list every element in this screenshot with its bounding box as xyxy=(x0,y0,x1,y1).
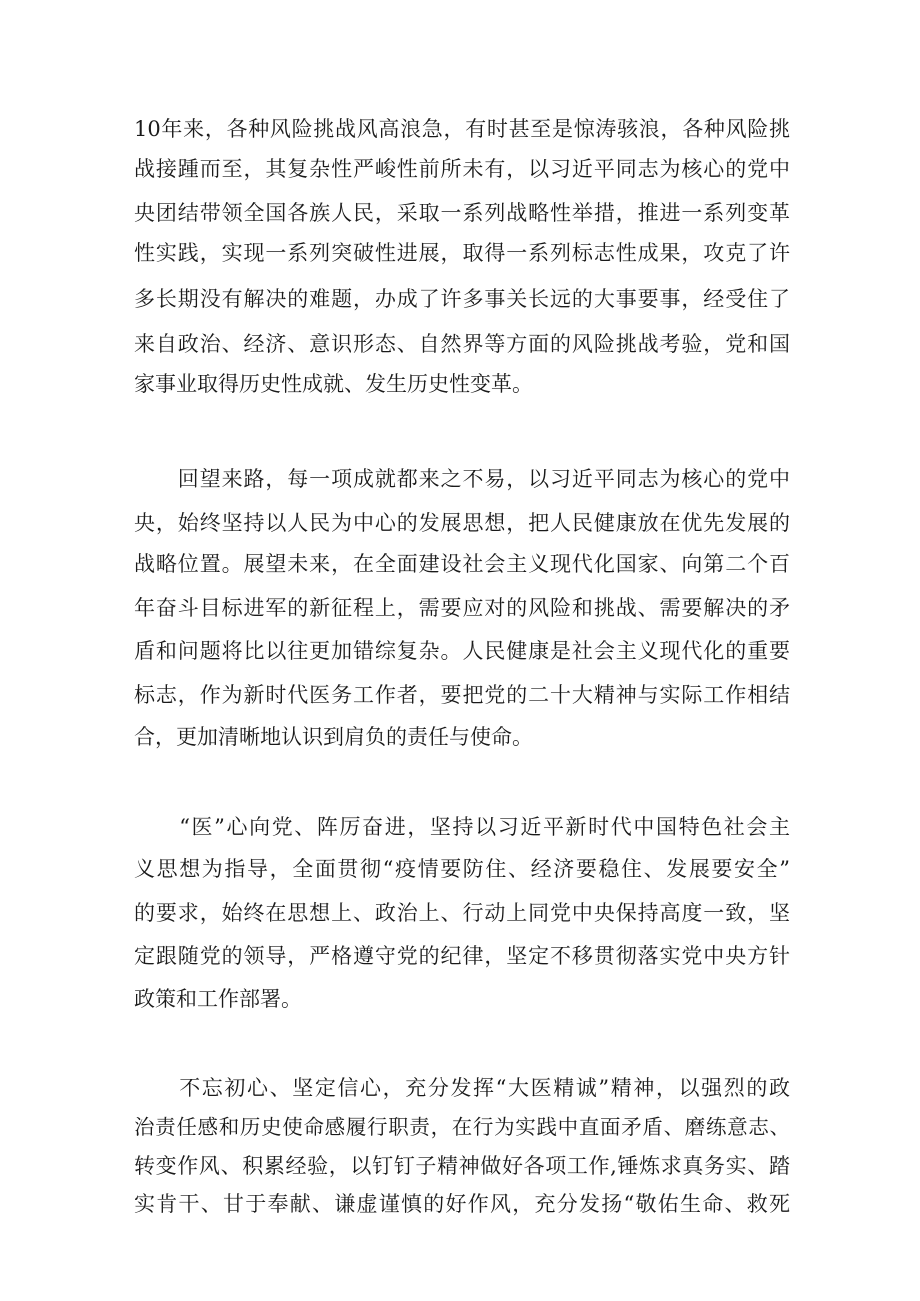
paragraph-line: 政策和工作部署。 xyxy=(134,987,302,1011)
paragraph-line: 多长期没有解决的难题，办成了许多事关长远的大事要事，经受住了 xyxy=(134,287,790,311)
paragraph-line: 的要求，始终在思想上、政治上、行动上同党中央保持高度一致，坚 xyxy=(134,901,790,925)
paragraph-line: 回望来路，每一项成就都来之不易，以习近平同志为核心的党中 xyxy=(134,467,790,491)
paragraph-line: 来自政治、经济、意识形态、自然界等方面的风险挑战考验，党和国 xyxy=(134,332,790,356)
paragraph-line: 央，始终坚持以人民为中心的发展思想，把人民健康放在优先发展的 xyxy=(134,511,790,535)
paragraph-line: 义思想为指导，全面贯彻“疫情要防住、经济要稳住、发展要安全” xyxy=(134,857,790,881)
paragraph-line: 实肯干、甘于奉献、谦虚谨慎的好作风，充分发扬“敬佑生命、救死 xyxy=(134,1192,790,1216)
paragraph-line: 战接踵而至，其复杂性严峻性前所未有，以习近平同志为核心的党中 xyxy=(134,157,790,181)
paragraph-line: “医”心向党、阵厉奋进，坚持以习近平新时代中国特色社会主 xyxy=(134,815,790,839)
paragraph-line: 治责任感和历史使命感履行职责，在行为实践中直面矛盾、磨练意志、 xyxy=(134,1115,790,1139)
paragraph-line: 转变作风、积累经验，以钉钉子精神做好各项工作,锤炼求真务实、踏 xyxy=(134,1154,790,1178)
paragraph-line: 标志，作为新时代医务工作者，要把党的二十大精神与实际工作相结 xyxy=(134,683,790,707)
paragraph-line: 合，更加清晰地认识到肩负的责任与使命。 xyxy=(134,725,533,749)
paragraph-line: 10年来，各种风险挑战风高浪急，有时甚至是惊涛骇浪，各种风险挑 xyxy=(134,117,790,141)
paragraph-line: 年奋斗目标进军的新征程上，需要应对的风险和挑战、需要解决的矛 xyxy=(134,596,790,620)
paragraph-line: 家事业取得历史性成就、发生历史性变革。 xyxy=(134,372,533,396)
paragraph-line: 盾和问题将比以往更加错综复杂。人民健康是社会主义现代化的重要 xyxy=(134,639,790,663)
paragraph-line: 定跟随党的领导，严格遵守党的纪律，坚定不移贯彻落实党中央方针 xyxy=(134,944,790,968)
paragraph-line: 性实践，实现一系列突破性进展，取得一系列标志性成果，攻克了许 xyxy=(134,241,790,265)
paragraph-line: 不忘初心、坚定信心，充分发挥“大医精诚”精神，以强烈的政 xyxy=(134,1076,790,1100)
paragraph-line: 战略位置。展望未来，在全面建设社会主义现代化国家、向第二个百 xyxy=(134,552,790,576)
paragraph-line: 央团结带领全国各族人民，采取一系列战略性举措，推进一系列变革 xyxy=(134,201,790,225)
